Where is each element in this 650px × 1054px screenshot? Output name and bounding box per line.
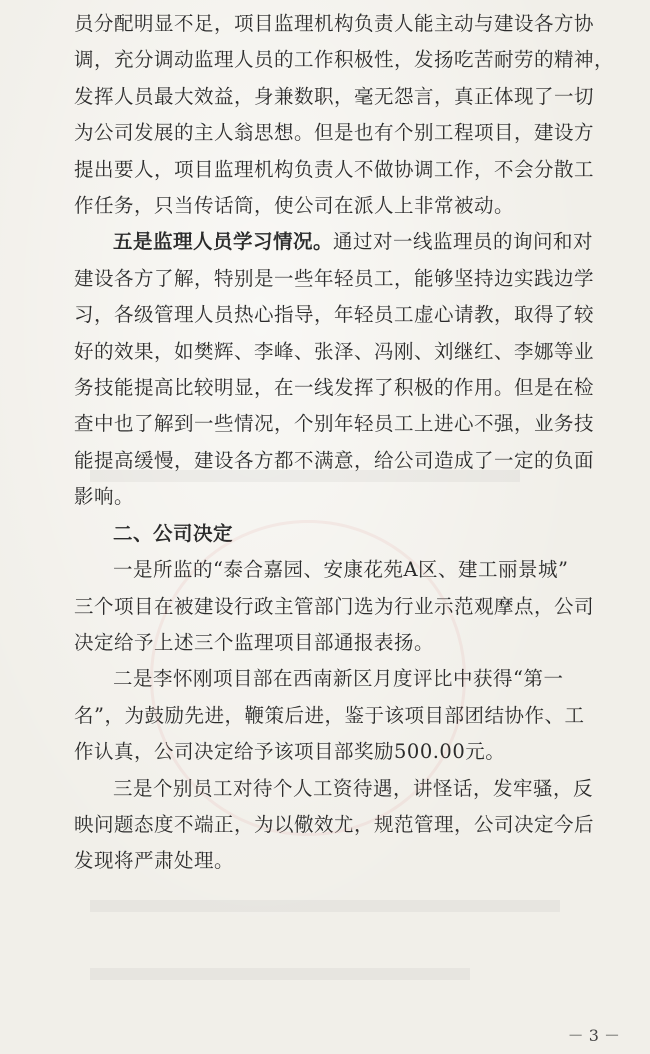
text-line: 调，充分调动监理人员的工作积极性，发扬吃苦耐劳的精神， [74,48,615,72]
text-line: 作认真，公司决定给予该项目部奖励500.00元。 [74,740,506,764]
text-line: 查中也了解到一些情况，个别年轻员工上进心不强，业务技 [74,412,595,436]
text-line: 为公司发展的主人翁思想。但是也有个别工程项目，建设方 [74,121,595,145]
text-line: 名”，为鼓励先进，鞭策后进，鉴于该项目部团结协作、工 [74,703,585,727]
paragraph-decision-one [74,552,602,661]
text-line: 务技能提高比较明显，在一线发挥了积极的作用。但是在检 [74,376,595,400]
text-line: 发挥人员最大效益，身兼数职，毫无怨言，真正体现了一切 [74,84,595,108]
bleed-through-mark [90,900,560,912]
text-line: 好的效果，如樊辉、李峰、张泽、冯刚、刘继红、李娜等业 [74,339,595,363]
text-run: 通过对一线监理员的询问和对 [333,230,594,254]
section-heading: 二、公司决定 [113,521,234,545]
paragraph-heading: 五是监理人员学习情况。 [113,230,334,254]
page-number: － 3 － [567,1026,620,1045]
text-line: 一是所监的“泰合嘉园、安康花苑A区、建工丽景城” [113,558,569,582]
paragraph-learning [74,224,602,515]
text-line: 建设各方了解，特别是一些年轻员工，能够坚持边实践边学 [74,266,595,290]
text-line: 员分配明显不足，项目监理机构负责人能主动与建设各方协 [74,12,595,35]
text-line: 映问题态度不端正，为以儆效尤，规范管理，公司决定今后 [74,812,595,836]
text-line: 发现将严肃处理。 [74,849,235,873]
text-line: 三个项目在被建设行政主管部门选为行业示范观摩点，公司 [74,594,595,618]
text-line: 决定给予上述三个监理项目部通报表扬。 [74,630,435,654]
paragraph-decision-three [74,771,602,880]
text-line: 能提高缓慢，建设各方都不满意，给公司造成了一定的负面 [74,448,595,472]
text-line: 影响。 [74,485,135,509]
bleed-through-mark [90,968,470,980]
text-line: 习，各级管理人员热心指导，年轻员工虚心请教，取得了较 [74,303,595,327]
text-line: 提出要人，项目监理机构负责人不做协调工作，不会分散工 [74,157,595,181]
paragraph-decision-two [74,661,602,770]
text-line: 二是李怀刚项目部在西南新区月度评比中获得“第一 [113,667,564,691]
text-line: 三是个别员工对待个人工资待遇，讲怪话，发牢骚，反 [113,776,594,800]
text-line: 作任务，只当传话筒，使公司在派人上非常被动。 [74,194,515,218]
paragraph-staffing [74,6,615,224]
text-line [74,224,602,260]
